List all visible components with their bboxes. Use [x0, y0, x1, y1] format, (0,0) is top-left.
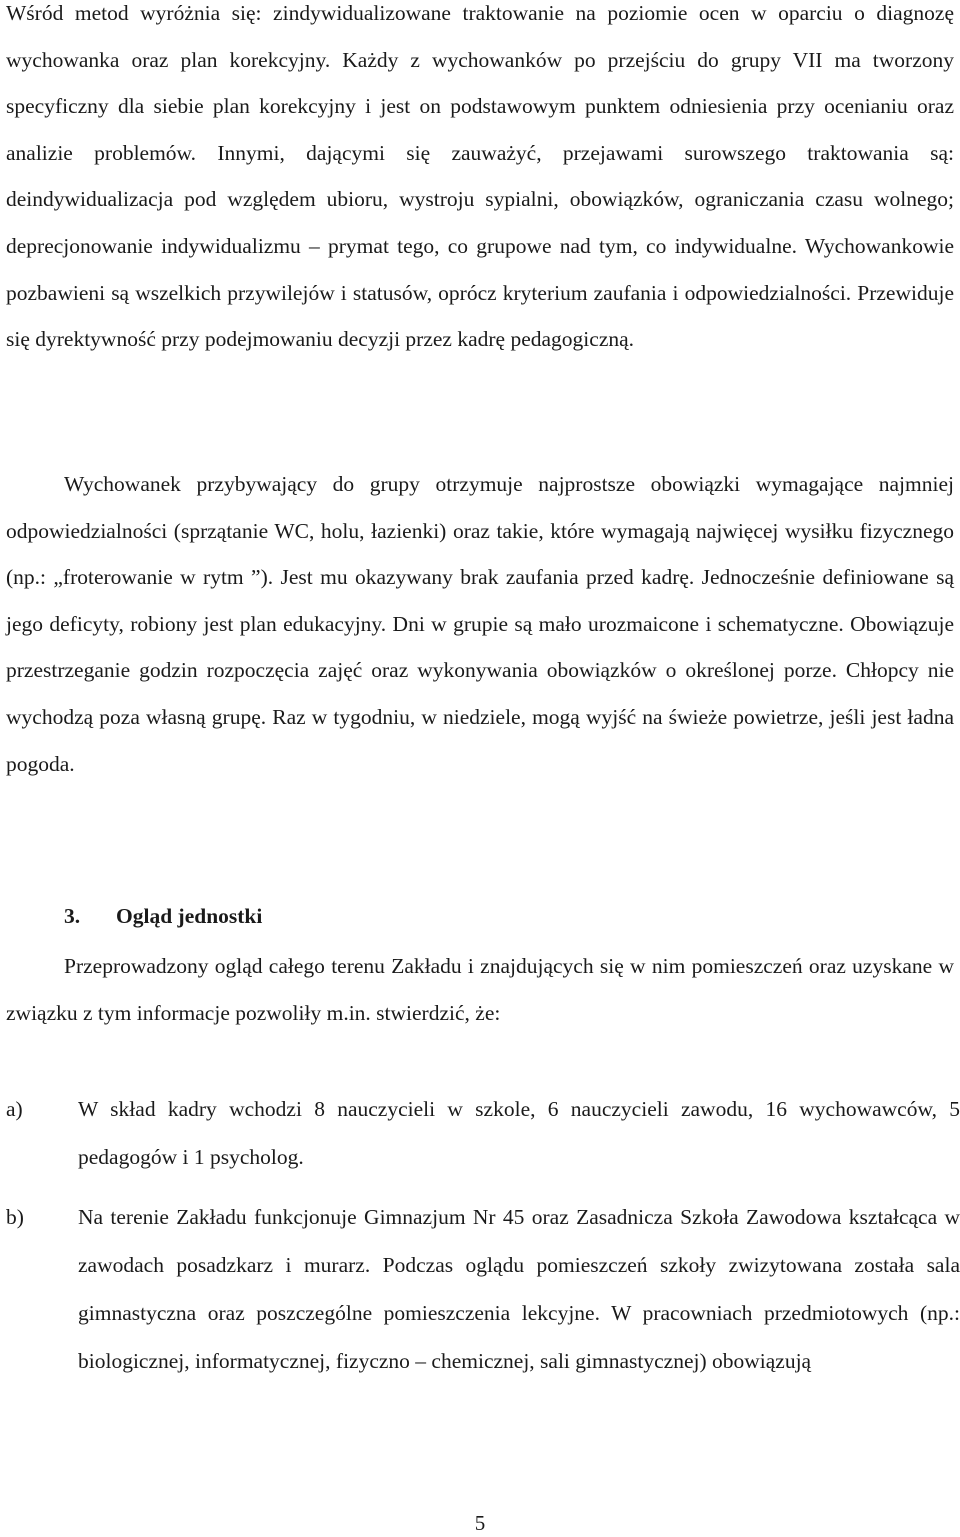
section-number: 3. — [64, 904, 81, 928]
list-item-text: W skład kadry wchodzi 8 nauczycieli w szkole, 6 nauczycieli zawodu, 16 wychowawców, 5 pedagogów i 1 psycholog. — [78, 1097, 960, 1169]
section-title: Ogląd jednostki — [116, 904, 263, 928]
page-number: 5 — [474, 1511, 486, 1535]
section-heading — [64, 893, 262, 939]
list-marker: b) — [6, 1205, 24, 1229]
body-paragraph: Wśród metod wyróżnia się: zindywidualizowane traktowanie na poziomie ocen w oparciu o diagnozę wychowanka oraz plan korekcyjny. Każdy z wychowanków po przejściu do grupy VII ma tworzony specyficzny dla siebie plan korekcyjny i jest on podstawowym punktem odniesienia przy ocenianiu oraz analizie problemów. Innymi, dającymi się zauważyć, przejawami surowszego traktowania są: deindywidualizacja pod względem ubioru, wystroju sypialni, obowiązków, ograniczania czasu wolnego; deprecjonowanie indywidualizmu – prymat tego, co grupowe nad tym, co indywidualne. Wychowankowie pozbawieni są wszelkich przywilejów i statusów, oprócz kryterium zaufania i odpowiedzialności. Przewiduje się dyrektywność przy podejmowaniu decyzji przez kadrę pedagogiczną. — [6, 1, 954, 352]
section-intro-paragraph: Przeprowadzony ogląd całego terenu Zakładu i znajdujących się w nim pomieszczeń oraz uzyskane w związku z tym informacje pozwoliły m.in. stwierdzić, że: — [6, 954, 954, 1025]
body-paragraph: Wychowanek przybywający do grupy otrzymuje najprostsze obowiązki wymagające najmniej odpowiedzialności (sprzątanie WC, holu, łazienki) oraz takie, które wymagają najwięcej wysiłku fizycznego (np.: „froterowanie w rytm ”). Jest mu okazywany brak zaufania przed kadrę. Jednocześnie definiowane są jego deficyty, robiony jest plan edukacyjny. Dni w grupie są mało urozmaicone i schematyczne. Obowiązuje przestrzeganie godzin rozpoczęcia zajęć oraz wykonywania obowiązków o określonej porze. Chłopcy nie wychodzą poza własną grupę. Raz w tygodniu, w niedziele, mogą wyjść na świeże powietrze, jeśli jest ładna pogoda. — [6, 472, 954, 776]
list-item-text: Na terenie Zakładu funkcjonuje Gimnazjum Nr 45 oraz Zasadnicza Szkoła Zawodowa kształcąca w zawodach posadzkarz i murarz. Podczas oglądu pomieszczeń szkoły zwizytowana została sala gimnastyczna oraz poszczególne pomieszczenia lekcyjne. W pracowniach przedmiotowych (np.: biologicznej, informatycznej, fizyczno – chemicznej, sali gimnastycznej) obowiązują — [78, 1205, 960, 1373]
list-marker: a) — [6, 1097, 23, 1121]
